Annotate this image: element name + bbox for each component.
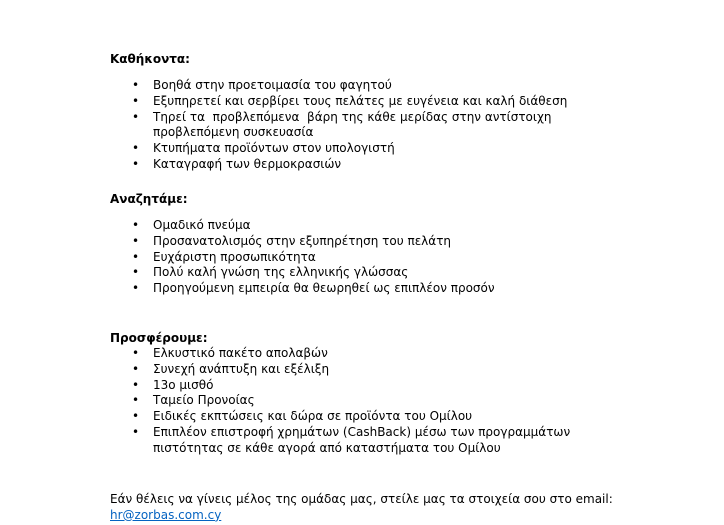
bullet-icon: • bbox=[132, 377, 140, 392]
list-item bbox=[110, 78, 567, 94]
list-item bbox=[110, 265, 495, 281]
list-item bbox=[110, 234, 495, 250]
list-item-text: Επιπλέον επιστροφή χρημάτων (CashBack) μέσω των προγραμμάτων πιστότητας σε κάθε αγορά από καταστήματα του Ομίλου bbox=[153, 424, 571, 455]
bullet-icon: • bbox=[132, 93, 140, 108]
list-item bbox=[110, 94, 567, 110]
bullet-icon: • bbox=[132, 78, 140, 92]
list-item-text: Καταγραφή των θερμοκρασιών bbox=[153, 156, 342, 171]
bullet-icon: • bbox=[132, 141, 140, 156]
duties-list bbox=[110, 78, 567, 173]
list-item bbox=[110, 393, 570, 409]
list-item bbox=[110, 362, 570, 378]
list-item-text: Βοηθά στην προετοιμασία του φαγητού bbox=[153, 78, 392, 92]
list-item-text: Κτυπήματα προϊόντων στον υπολογιστή bbox=[153, 141, 395, 156]
bullet-icon: • bbox=[132, 281, 140, 296]
list-item bbox=[110, 157, 567, 173]
bullet-icon: • bbox=[132, 233, 140, 248]
contact-paragraph bbox=[110, 492, 613, 524]
bullet-icon: • bbox=[132, 218, 140, 232]
bullet-icon: • bbox=[132, 424, 140, 439]
list-item-text: Συνεχή ανάπτυξη και εξέλιξη bbox=[153, 361, 330, 376]
duties-heading: Καθήκοντα: bbox=[110, 52, 190, 66]
list-item bbox=[110, 110, 567, 142]
list-item-text: 13ο μισθό bbox=[153, 377, 214, 392]
list-item-text: Τηρεί τα προβλεπόμενα βάρη της κάθε μερίδας στην αντίστοιχη προβλεπόμενη συσκευασία bbox=[153, 109, 552, 140]
offer-list bbox=[110, 346, 570, 457]
list-item bbox=[110, 218, 495, 234]
list-item-text: Ταμείο Προνοίας bbox=[153, 393, 255, 408]
list-item-text: Ευχάριστη προσωπικότητα bbox=[153, 249, 316, 264]
bullet-icon: • bbox=[132, 265, 140, 280]
list-item-text: Προηγούμενη εμπειρία θα θεωρηθεί ως επιπλέον προσόν bbox=[153, 281, 495, 296]
bullet-icon: • bbox=[132, 361, 140, 376]
list-item-text: Ειδικές εκπτώσεις και δώρα σε προϊόντα του Ομίλου bbox=[153, 409, 473, 424]
bullet-icon: • bbox=[132, 393, 140, 408]
list-item bbox=[110, 281, 495, 297]
list-item-text: Ελκυστικό πακέτο απολαβών bbox=[153, 346, 328, 360]
seeking-list bbox=[110, 218, 495, 297]
seeking-heading: Αναζητάμε: bbox=[110, 192, 188, 206]
list-item bbox=[110, 346, 570, 362]
list-item-text: Εξυπηρετεί και σερβίρει τους πελάτες με ευγένεια και καλή διάθεση bbox=[153, 93, 568, 108]
bullet-icon: • bbox=[132, 156, 140, 171]
list-item bbox=[110, 141, 567, 157]
contact-text: Εάν θέλεις να γίνεις μέλος της ομάδας μας, στείλε μας τα στοιχεία σου στο email: bbox=[110, 492, 613, 506]
bullet-icon: • bbox=[132, 409, 140, 424]
offer-heading: Προσφέρουμε: bbox=[110, 331, 208, 345]
list-item bbox=[110, 409, 570, 425]
list-item-text: Πολύ καλή γνώση της ελληνικής γλώσσας bbox=[153, 265, 409, 280]
email-link[interactable]: hr@zorbas.com.cy bbox=[110, 507, 222, 522]
bullet-icon: • bbox=[132, 346, 140, 360]
list-item bbox=[110, 250, 495, 266]
bullet-icon: • bbox=[132, 109, 140, 124]
list-item bbox=[110, 378, 570, 394]
list-item bbox=[110, 425, 570, 457]
list-item-text: Προσανατολισμός στην εξυπηρέτηση του πελάτη bbox=[153, 233, 452, 248]
list-item-text: Ομαδικό πνεύμα bbox=[153, 218, 251, 232]
bullet-icon: • bbox=[132, 249, 140, 264]
